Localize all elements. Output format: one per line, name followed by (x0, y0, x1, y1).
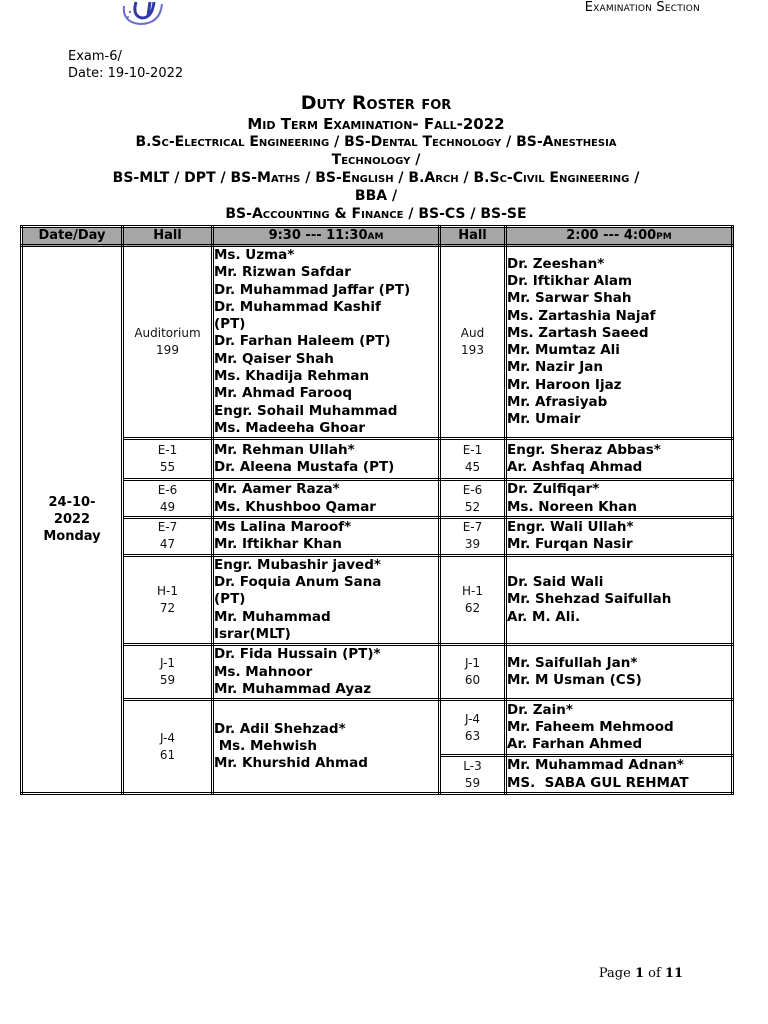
hall-cell (440, 756, 506, 794)
header-morning-slot (213, 227, 440, 246)
hall-cell (123, 480, 213, 518)
hall-cell (440, 555, 506, 644)
invigilator-name: Mr. Afrasiyab (507, 394, 608, 411)
invigilator-name: Mr. Furqan Nasir (507, 536, 633, 553)
invigilator-list (213, 517, 440, 555)
hall-cell (123, 645, 213, 700)
page-word: Page (598, 966, 631, 981)
hall-name: E-7 (157, 520, 178, 535)
programs-line-2: Technology / (331, 152, 421, 168)
invigilator-name: (PT) (214, 591, 246, 608)
invigilator-name: Mr. Shehzad Saifullah (507, 591, 672, 608)
hall-cell (123, 439, 213, 480)
morning-slot-label: 9:30 --- 11:30am (268, 228, 384, 243)
invigilator-name: Dr. Zain* (507, 701, 573, 718)
hall-cell (440, 517, 506, 555)
invigilator-list (506, 645, 733, 700)
invigilator-list (506, 246, 733, 439)
invigilator-name: Mr. Sarwar Shah (507, 290, 632, 307)
hall-cell (123, 246, 213, 439)
invigilator-name: Dr. Muhammad Jaffar (PT) (214, 281, 411, 298)
hall-name: E-6 (157, 482, 178, 497)
invigilator-name: Mr. Khurshid Ahmad (214, 755, 368, 772)
exam-meta (68, 48, 183, 82)
invigilator-name: Mr. Rizwan Safdar (214, 264, 351, 281)
invigilator-name: Mr. Muhammad (214, 608, 331, 625)
hall-capacity: 59 (464, 775, 481, 790)
afternoon-slot-label: 2:00 --- 4:00pm (566, 228, 672, 243)
invigilator-name: Dr. Aleena Mustafa (PT) (214, 459, 395, 476)
invigilator-name: Engr. Sheraz Abbas* (507, 441, 661, 458)
invigilator-name: Dr. Muhammad Kashif (214, 298, 381, 315)
invigilator-list (213, 700, 440, 794)
invigilator-name: Ar. M. Ali. (507, 608, 581, 625)
hall-cell (440, 645, 506, 700)
invigilator-name: Mr. Saifullah Jan* (507, 654, 638, 671)
of-word: of (648, 966, 661, 981)
hall-capacity: 47 (159, 537, 176, 552)
programs-line-3: BS-MLT / DPT / BS-Maths / BS-English / B.Arch / B.Sc-Civil Engineering / (112, 170, 640, 186)
invigilator-name: Mr. Iftikhar Khan (214, 536, 342, 553)
hall-cell (123, 555, 213, 644)
hall-cell (440, 480, 506, 518)
hall-name: J-4 (159, 730, 176, 745)
invigilator-name: Dr. Fida Hussain (PT)* (214, 646, 381, 663)
hall-name: H-1 (462, 584, 483, 599)
table-row (22, 480, 733, 518)
invigilator-name: Mr. Mumtaz Ali (507, 342, 620, 359)
date-day-line1: 24-10- (48, 495, 96, 511)
invigilator-name: Dr. Farhan Haleem (PT) (214, 333, 391, 350)
invigilator-name: Ms. Zartashia Najaf (507, 307, 656, 324)
date-day-line2: 2022 (53, 512, 91, 528)
table-row (22, 517, 733, 555)
university-logo (116, 0, 168, 28)
page-total: 11 (664, 966, 683, 981)
hall-cell (123, 700, 213, 794)
invigilator-name: Mr. Aamer Raza* (214, 481, 340, 498)
invigilator-name: Ms. Mahnoor (214, 663, 313, 680)
invigilator-name: Dr. Iftikhar Alam (507, 272, 633, 289)
hall-capacity: 39 (464, 537, 481, 552)
invigilator-name: Engr. Mubashir javed* (214, 556, 381, 573)
invigilator-name: Mr. Muhammad Adnan* (507, 757, 684, 774)
invigilator-name: Mr. Rehman Ullah* (214, 441, 355, 458)
hall-capacity: 61 (159, 747, 176, 762)
duty-roster-table (20, 225, 734, 795)
invigilator-name: Ms. Noreen Khan (507, 498, 637, 515)
roster-title: Duty Roster for (300, 92, 452, 114)
invigilator-list (213, 645, 440, 700)
programs-line-5: BS-Accounting & Finance / BS-CS / BS-SE (225, 206, 527, 222)
programs-line-4: BBA / (354, 188, 398, 204)
hall-capacity: 52 (464, 499, 481, 514)
header-date-day: Date/Day (22, 227, 123, 246)
invigilator-list (213, 480, 440, 518)
hall-cell (440, 700, 506, 756)
invigilator-list (213, 246, 440, 439)
hall-cell (123, 517, 213, 555)
invigilator-name: Dr. Zulfiqar* (507, 481, 600, 498)
programs-line-1: B.Sc-Electrical Engineering / BS-Dental Technology / BS-Anesthesia (135, 134, 617, 150)
table-header-row (22, 227, 733, 246)
invigilator-name: Engr. Sohail Muhammad (214, 402, 398, 419)
hall-name: Aud (460, 326, 485, 341)
hall-name: E-1 (462, 443, 483, 458)
invigilator-name: Mr. M Usman (CS) (507, 672, 642, 689)
invigilator-name: Mr. Nazir Jan (507, 359, 603, 376)
hall-capacity: 59 (159, 673, 176, 688)
invigilator-list (213, 439, 440, 480)
table-row (22, 246, 733, 439)
hall-name: J-1 (159, 656, 176, 671)
invigilator-name: Engr. Wali Ullah* (507, 519, 634, 536)
table-row (22, 645, 733, 700)
hall-name: E-6 (462, 482, 483, 497)
hall-name: Auditorium (134, 326, 201, 341)
invigilator-name: Mr. Faheem Mehmood (507, 719, 674, 736)
invigilator-name: Mr. Haroon Ijaz (507, 376, 622, 393)
invigilator-name: Mr. Qaiser Shah (214, 350, 334, 367)
invigilator-list (506, 439, 733, 480)
table-row (22, 700, 733, 756)
date-day-cell (22, 246, 123, 794)
invigilator-name: (PT) (214, 316, 246, 333)
hall-capacity: 60 (464, 673, 481, 688)
invigilator-name: Mr. Ahmad Farooq (214, 385, 353, 402)
hall-capacity: 45 (464, 460, 481, 475)
invigilator-list (506, 700, 733, 756)
exam-ref: Exam-6/ (68, 49, 122, 64)
invigilator-list (506, 555, 733, 644)
issue-date: Date: 19-10-2022 (68, 66, 184, 81)
invigilator-name: Dr. Adil Shehzad* (214, 720, 346, 737)
header-afternoon-slot (506, 227, 733, 246)
hall-name: J-1 (464, 656, 481, 671)
hall-capacity: 49 (159, 499, 176, 514)
examination-section-label: Examination Section (584, 0, 700, 15)
hall-name: J-4 (464, 711, 481, 726)
invigilator-name: Ms. Khushboo Qamar (214, 498, 376, 515)
invigilator-name: Mr. Umair (507, 411, 581, 428)
hall-capacity: 62 (464, 601, 481, 616)
exam-subtitle: Mid Term Examination- Fall-2022 (247, 115, 505, 133)
roster-title-block (40, 92, 712, 223)
hall-name: H-1 (157, 584, 178, 599)
invigilator-name: Dr. Said Wali (507, 574, 604, 591)
hall-name: L-3 (463, 758, 482, 773)
invigilator-name: Dr. Foquia Anum Sana (214, 574, 382, 591)
hall-capacity: 55 (159, 460, 176, 475)
invigilator-list (506, 756, 733, 794)
hall-name: E-7 (462, 520, 483, 535)
invigilator-name: Israr(MLT) (214, 626, 291, 643)
invigilator-name: MS. SABA GUL REHMAT (507, 774, 689, 791)
hall-capacity: 72 (159, 601, 176, 616)
hall-cell (440, 246, 506, 439)
date-day-line3: Monday (43, 529, 101, 545)
page-current: 1 (634, 966, 644, 981)
hall-capacity: 193 (461, 343, 484, 358)
table-row (22, 439, 733, 480)
invigilator-name: Ms. Zartash Saeed (507, 324, 649, 341)
invigilator-name: Ms. Madeeha Ghoar (214, 419, 365, 436)
header-hall-afternoon: Hall (440, 227, 506, 246)
table-row (22, 555, 733, 644)
invigilator-name: Ms. Khadija Rehman (214, 368, 370, 385)
invigilator-list (506, 517, 733, 555)
invigilator-list (213, 555, 440, 644)
hall-capacity: 63 (464, 728, 481, 743)
hall-cell (440, 439, 506, 480)
hall-name: E-1 (157, 443, 178, 458)
invigilator-name: Ar. Farhan Ahmed (507, 736, 643, 753)
invigilator-name: Ms. Uzma* (214, 247, 295, 263)
header-hall-morning: Hall (123, 227, 213, 246)
hall-capacity: 199 (156, 343, 179, 358)
invigilator-name: Ar. Ashfaq Ahmad (507, 459, 643, 476)
invigilator-name: Dr. Zeeshan* (507, 255, 605, 272)
invigilator-list (506, 480, 733, 518)
invigilator-name: Ms. Mehwish (214, 738, 317, 755)
page-number (599, 966, 683, 981)
invigilator-name: Ms Lalina Maroof* (214, 519, 352, 536)
invigilator-name: Mr. Muhammad Ayaz (214, 680, 372, 697)
